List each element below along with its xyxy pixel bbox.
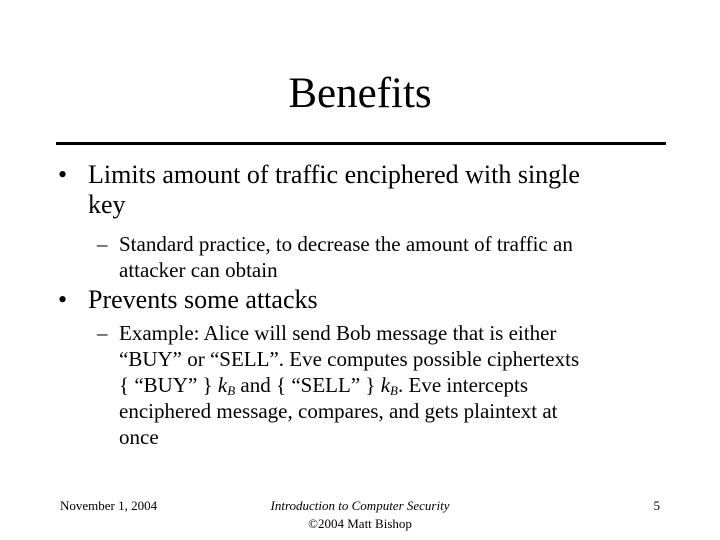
line-tail: . Eve intercepts [398,373,529,397]
sub-bullet-line: Standard practice, to decrease the amount of traffic an [119,232,573,256]
bullet-text-line: key [88,190,126,219]
dash-marker: – [97,232,108,256]
sub-bullet-text [119,320,659,450]
footer-center [210,497,510,533]
title-divider [56,142,666,145]
key-subscript: B [227,383,236,398]
sub-bullet-line: enciphered message, compares, and gets plaintext at [119,399,558,423]
dash-marker: – [97,321,108,345]
footer-copyright: ©2004 Matt Bishop [308,516,412,531]
sub-bullet-line: once [119,425,159,449]
bullet-marker: • [58,285,68,314]
bullet-marker: • [58,160,68,189]
key-subscript: B [390,383,398,398]
conjunction: and [240,373,271,397]
plaintext-set-sell: { “SELL” } [276,373,376,397]
footer-date: November 1, 2004 [60,498,158,513]
bullet-text [88,285,648,315]
key-variable: k [217,373,228,397]
sub-bullet-line: Example: Alice will send Bob message that is either [119,321,557,345]
bullet-text [88,160,648,220]
bullet-text-line: Prevents some attacks [88,285,318,314]
sub-bullet-text [119,231,659,283]
slide-title: Benefits [288,70,432,117]
footer-course: Introduction to Computer Security [270,498,450,513]
page-number: 5 [653,498,660,513]
sub-bullet-line-with-keys [119,372,659,398]
sub-bullet-line: attacker can obtain [119,258,278,282]
sub-bullet-line: “BUY” or “SELL”. Eve computes possible ciphertexts [119,347,580,371]
key-variable: k [380,373,391,397]
bullet-text-line: Limits amount of traffic enciphered with single [88,160,580,189]
plaintext-set-buy: { “BUY” } [119,373,213,397]
